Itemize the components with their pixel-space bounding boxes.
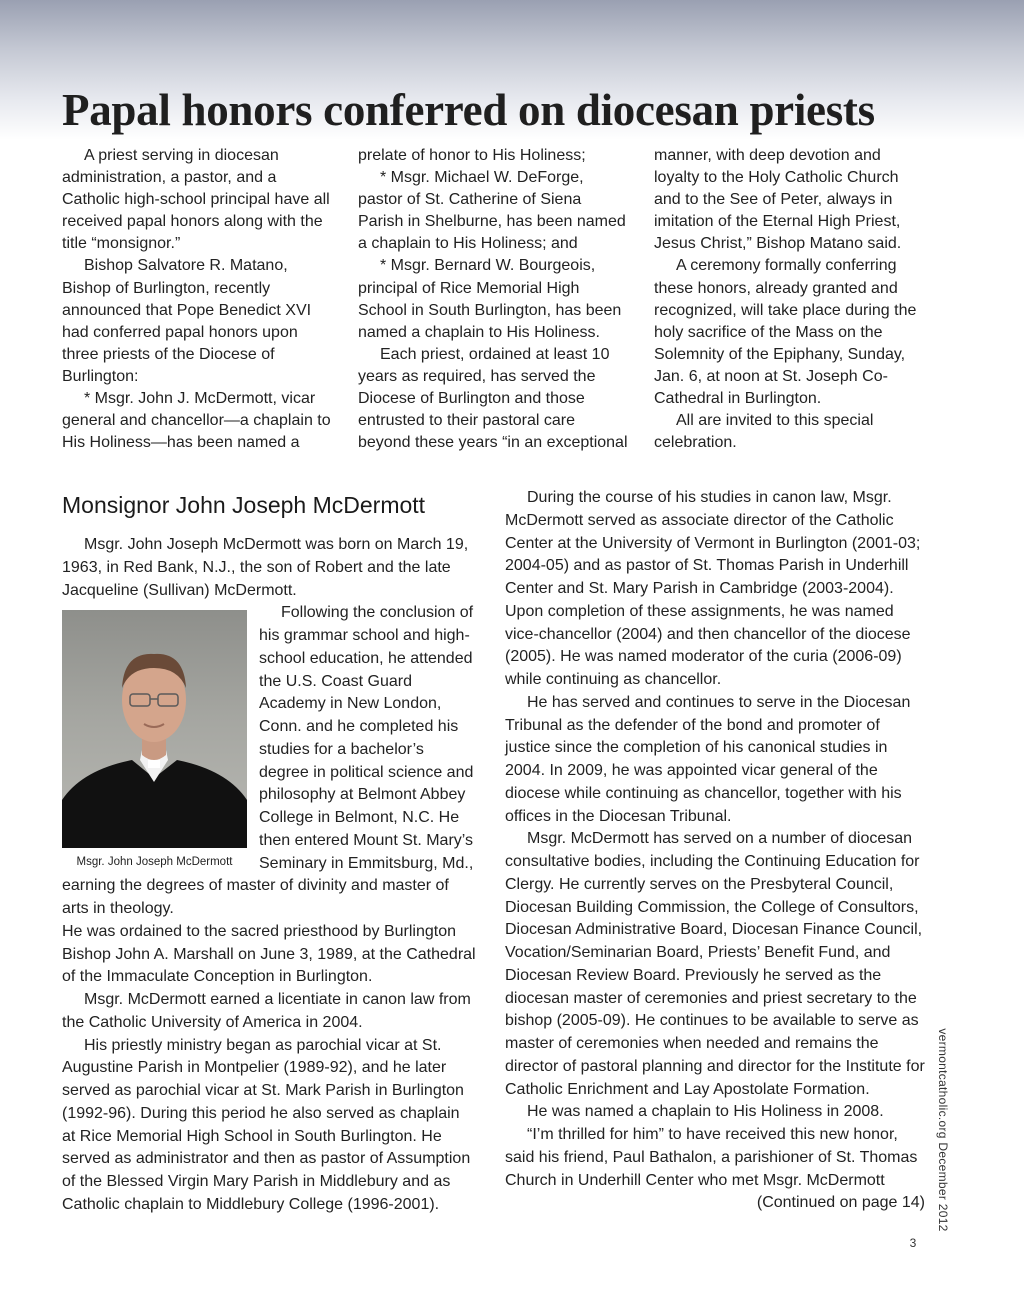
portrait-illustration	[62, 610, 247, 848]
paragraph: A priest serving in diocesan administration, a pastor, and a Catholic high-school principal have all received papal honors along with the title “monsignor.”	[62, 147, 330, 253]
portrait-figure	[62, 610, 247, 870]
paragraph: During the course of his studies in canon law, Msgr. McDermott served as associate director of the Catholic Center at the University of Vermont in Burlington (2001-03; 2004-05) and as pastor of St. Thomas Parish in Underhill Center and St. Mary Parish in Cambridge (2003-2004). Upon completion of these assignments, he was named vice-chancellor (2004) and then chancellor of the diocese (2005). He was named moderator of the curia (2006-09) while continuing as chancellor.	[505, 489, 921, 688]
photo-caption: Msgr. John Joseph McDermott	[76, 856, 233, 869]
profile-subhead: Monsignor John Joseph McDermott	[62, 492, 426, 518]
paragraph: manner, with deep devotion and loyalty to the Holy Catholic Church and to the See of Peter, always in imitation of the Eternal High Priest, Jesus Christ,” Bishop Matano said.	[654, 147, 902, 253]
paragraph: * Msgr. John J. McDermott, vicar general and chancellor—a chaplain to His Holiness—has been named a	[62, 390, 331, 452]
paragraph: Bishop Salvatore R. Matano, Bishop of Burlington, recently announced that Pope Benedict XVI had conferred papal honors upon three priests of the Diocese of Burlington:	[62, 257, 312, 385]
paragraph: He has served and continues to serve in the Diocesan Tribunal as the defender of the bond and promoter of justice since the completion of his canonical studies in 2004. In 2009, he was appointed vicar general of the diocese while continuing as chancellor, together with his offices in the Diocesan Tribunal.	[505, 693, 911, 825]
paragraph: He was named a chaplain to His Holiness in 2008.	[527, 1103, 884, 1121]
profile-column-left	[62, 534, 476, 1217]
paragraph: His priestly ministry began as parochial vicar at St. Augustine Parish in Montpelier (1989-92), and he later served as parochial vicar at St. Mark Parish in Burlington (1992-96). During this period he also served as chaplain at Rice Memorial High School in South Burlington. He served as administrator and then as pastor of Assumption of the Blessed Virgin Mary Parish in Middlebury and as Catholic chaplain to Middlebury College (1996-2001).	[62, 1036, 471, 1213]
paragraph: “I’m thrilled for him” to have received this new honor, said his friend, Paul Bathalon, a parishioner of St. Thomas Church in Underhill Center who met Msgr. McDermott	[505, 1126, 918, 1189]
side-footer	[935, 1025, 951, 1235]
article-column-1	[62, 145, 334, 454]
portrait-photo	[62, 610, 247, 848]
paragraph: * Msgr. Bernard W. Bourgeois, principal of Rice Memorial High School in South Burlington, has been named a chaplain to His Holiness.	[358, 257, 622, 341]
article-column-3	[654, 145, 924, 454]
paragraph: Msgr. McDermott earned a licentiate in canon law from the Catholic University of America in 2004.	[62, 991, 471, 1031]
continued-note: (Continued on page 14)	[756, 1194, 925, 1212]
paragraph: Following the conclusion of his grammar school and high-school education, he attended the U.S. Coast Guard Academy in New London, Conn. and he completed his studies for a bachelor’s degree in political science and philosophy at Belmont Abbey College in Belmont, N.C. He then entered Mount St. Mary’s Seminary in Emmitsburg, Md., earning the degrees of master of divinity and master of arts in theology.	[62, 604, 474, 917]
page-number: 3	[909, 1236, 917, 1250]
paragraph: A ceremony formally conferring these honors, already granted and recognized, will take place during the holy sacrifice of the Mass on the Solemnity of the Epiphany, Sunday, Jan. 6, at noon at St. Joseph Co-Cathedral in Burlington.	[654, 257, 917, 408]
paragraph: Each priest, ordained at least 10 years as required, has served the Diocese of Burlington and those entrusted to their pastoral care beyond these years “in an exceptional	[358, 345, 628, 452]
profile-column-right	[505, 487, 925, 1215]
paragraph: Msgr. McDermott has served on a number of diocesan consultative bodies, including the Continuing Education for Clergy. He currently serves on the Presbyteral Council, Diocesan Building Commission, the College of Consultors, Diocesan Administrative Board, Diocesan Finance Council, Vocation/Seminarian Board, Priests’ Benefit Fund, and Diocesan Review Board. Previously he served as the diocesan master of ceremonies and priest secretary to the bishop (2005-09). He continues to be available to serve as master of ceremonies when needed and remains the director of pastoral planning and director for the Institute for Catholic Enrichment and Lay Apostolate Formation.	[505, 830, 925, 1098]
paragraph: * Msgr. Michael W. DeForge, pastor of St. Catherine of Siena Parish in Shelburne, has been named a chaplain to His Holiness; and	[358, 169, 626, 253]
side-footer-text: vermontcatholic.org December 2012	[936, 1028, 950, 1232]
paragraph: Msgr. John Joseph McDermott was born on March 19, 1963, in Red Bank, N.J., the son of Robert and the late Jacqueline (Sullivan) McDermott.	[62, 536, 469, 599]
paragraph: He was ordained to the sacred priesthood by Burlington Bishop John A. Marshall on June 3, 1989, at the Cathedral of the Immaculate Conception in Burlington.	[62, 922, 476, 986]
paragraph: prelate of honor to His Holiness;	[358, 147, 586, 164]
paragraph: All are invited to this special celebration.	[654, 412, 874, 452]
article-column-2	[358, 145, 628, 454]
headline: Papal honors conferred on diocesan priests	[62, 85, 875, 135]
